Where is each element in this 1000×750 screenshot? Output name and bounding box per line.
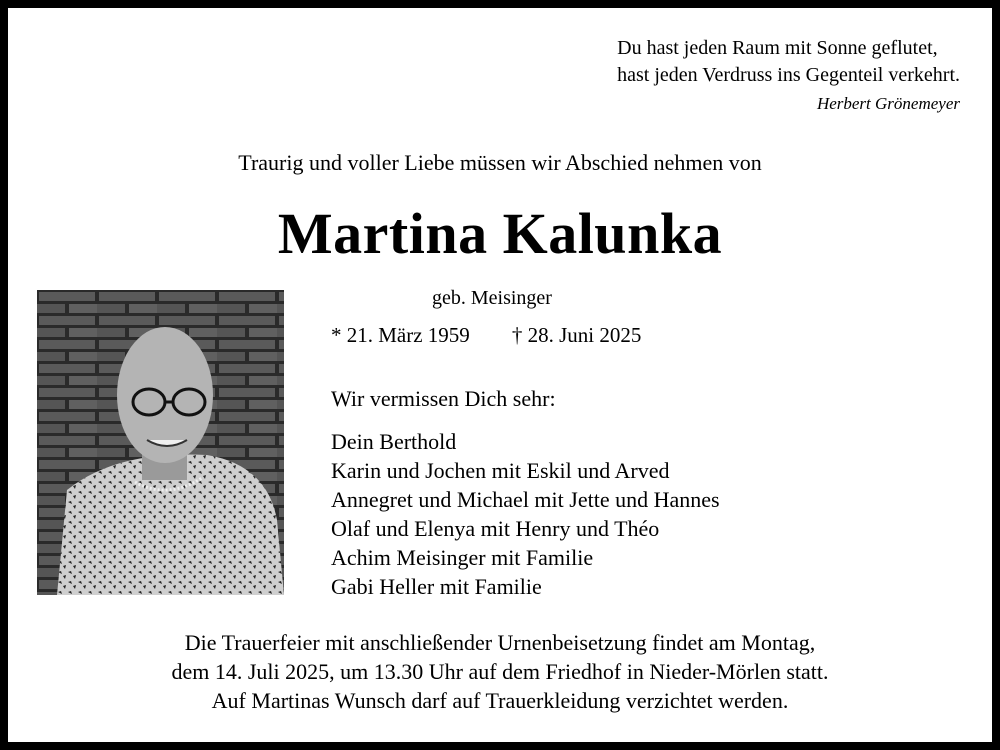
birth-date: * 21. März 1959 xyxy=(331,323,470,347)
quote-line-1: Du hast jeden Raum mit Sonne geflutet, xyxy=(617,37,938,59)
family-member: Olaf und Elenya mit Henry und Théo xyxy=(331,516,660,541)
family-member: Karin und Jochen mit Eskil und Arved xyxy=(331,458,670,483)
family-member: Gabi Heller mit Familie xyxy=(331,574,542,599)
intro-text: Traurig und voller Liebe müssen wir Abschied nehmen von xyxy=(238,150,762,175)
life-dates xyxy=(331,323,641,348)
birth-name: geb. Meisinger xyxy=(432,287,552,309)
family-member: Achim Meisinger mit Familie xyxy=(331,545,594,570)
family-member: Dein Berthold xyxy=(331,429,457,454)
family-member: Annegret und Michael mit Jette und Hannes xyxy=(331,487,720,512)
deceased-name: Martina Kalunka xyxy=(277,201,723,266)
funeral-info xyxy=(0,628,1000,715)
miss-text: Wir vermissen Dich sehr: xyxy=(331,386,556,411)
funeral-info-line-1: Die Trauerfeier mit anschließender Urnenbeisetzung findet am Montag, xyxy=(184,630,816,655)
funeral-info-line-3: Auf Martinas Wunsch darf auf Trauerkleidung verzichtet werden. xyxy=(211,688,789,713)
quote-line-2: hast jeden Verdruss ins Gegenteil verkehrt. xyxy=(617,64,960,86)
quote xyxy=(617,35,960,89)
portrait-photo xyxy=(37,290,284,595)
family-list xyxy=(331,427,720,601)
death-date: † 28. Juni 2025 xyxy=(511,323,642,347)
funeral-info-line-2: dem 14. Juli 2025, um 13.30 Uhr auf dem Friedhof in Nieder-Mörlen statt. xyxy=(171,659,829,684)
portrait-photo-illustration xyxy=(37,290,284,595)
quote-author: Herbert Grönemeyer xyxy=(816,94,960,113)
